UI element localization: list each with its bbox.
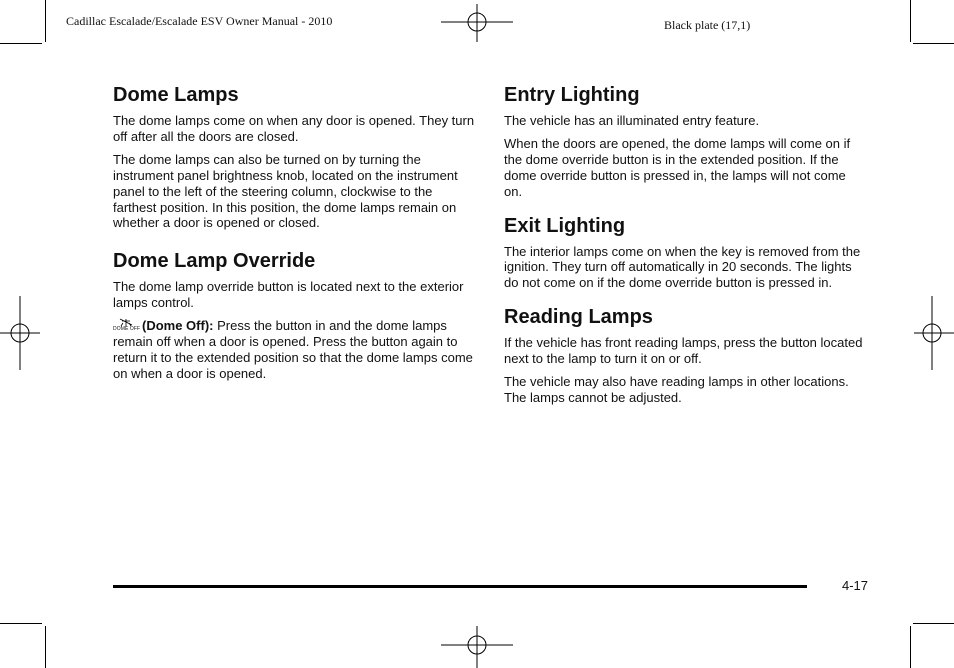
dome-off-icon: DOME OFF: [113, 318, 139, 333]
section-entry-lighting: [504, 83, 866, 200]
paragraph: The dome lamps can also be turned on by turning the instrument panel brightness knob, located on the instrument panel to the left of the steering column, clockwise to the farthest position. In this position, the dome lamps remain on whether a door is opened or closed.: [113, 151, 458, 231]
paragraph: If the vehicle has front reading lamps, press the button located next to the lamp to turn it on or off.: [504, 335, 863, 367]
paragraph-dome-off: [113, 318, 478, 382]
heading-exit-lighting: Exit Lighting: [504, 214, 626, 237]
paragraph: When the doors are opened, the dome lamps will come on if the dome override button is in the extended position. If the dome override button is pressed in, the lamps will not come on.: [504, 135, 851, 199]
paragraph: The vehicle may also have reading lamps in other locations. The lamps cannot be adjusted.: [504, 374, 849, 405]
manual-title: Cadillac Escalade/Escalade ESV Owner Manual - 2010: [66, 14, 333, 28]
registration-mark-icon: [441, 626, 515, 668]
registration-mark-icon: [0, 296, 42, 372]
heading-reading-lamps: Reading Lamps: [504, 306, 653, 329]
section-dome-lamp-override: [113, 249, 478, 381]
left-column: [113, 83, 478, 382]
section-exit-lighting: [504, 214, 866, 292]
registration-mark-icon: [912, 296, 954, 372]
heading-dome-lamps: Dome Lamps: [113, 84, 239, 106]
heading-entry-lighting: Entry Lighting: [504, 84, 640, 106]
paragraph: The dome lamps come on when any door is opened. They turn off after all the doors are closed.: [113, 113, 475, 144]
section-dome-lamps: [113, 83, 478, 231]
paragraph: The vehicle has an illuminated entry feature.: [504, 113, 760, 128]
registration-mark-icon: [441, 4, 515, 44]
section-reading-lamps: [504, 305, 866, 406]
footer-rule: [113, 585, 807, 588]
dome-off-description: Press the button in and the dome lamps remain off when a door is opened. Press the button again to return it to the extended position so that the dome lamps come on when a door is opened.: [113, 318, 473, 381]
paragraph: The interior lamps come on when the key is removed from the ignition. They turn off automatically in 20 seconds. The lights do not come on if the dome override button is pressed in.: [504, 243, 861, 291]
right-column: [504, 83, 866, 406]
heading-dome-lamp-override: Dome Lamp Override: [113, 250, 316, 273]
page-number: 4-17: [842, 578, 869, 593]
plate-label: Black plate (17,1): [664, 18, 751, 32]
paragraph: The dome lamp override button is located next to the exterior lamps control.: [113, 279, 464, 311]
term-dome-off: (Dome Off):: [142, 318, 214, 334]
